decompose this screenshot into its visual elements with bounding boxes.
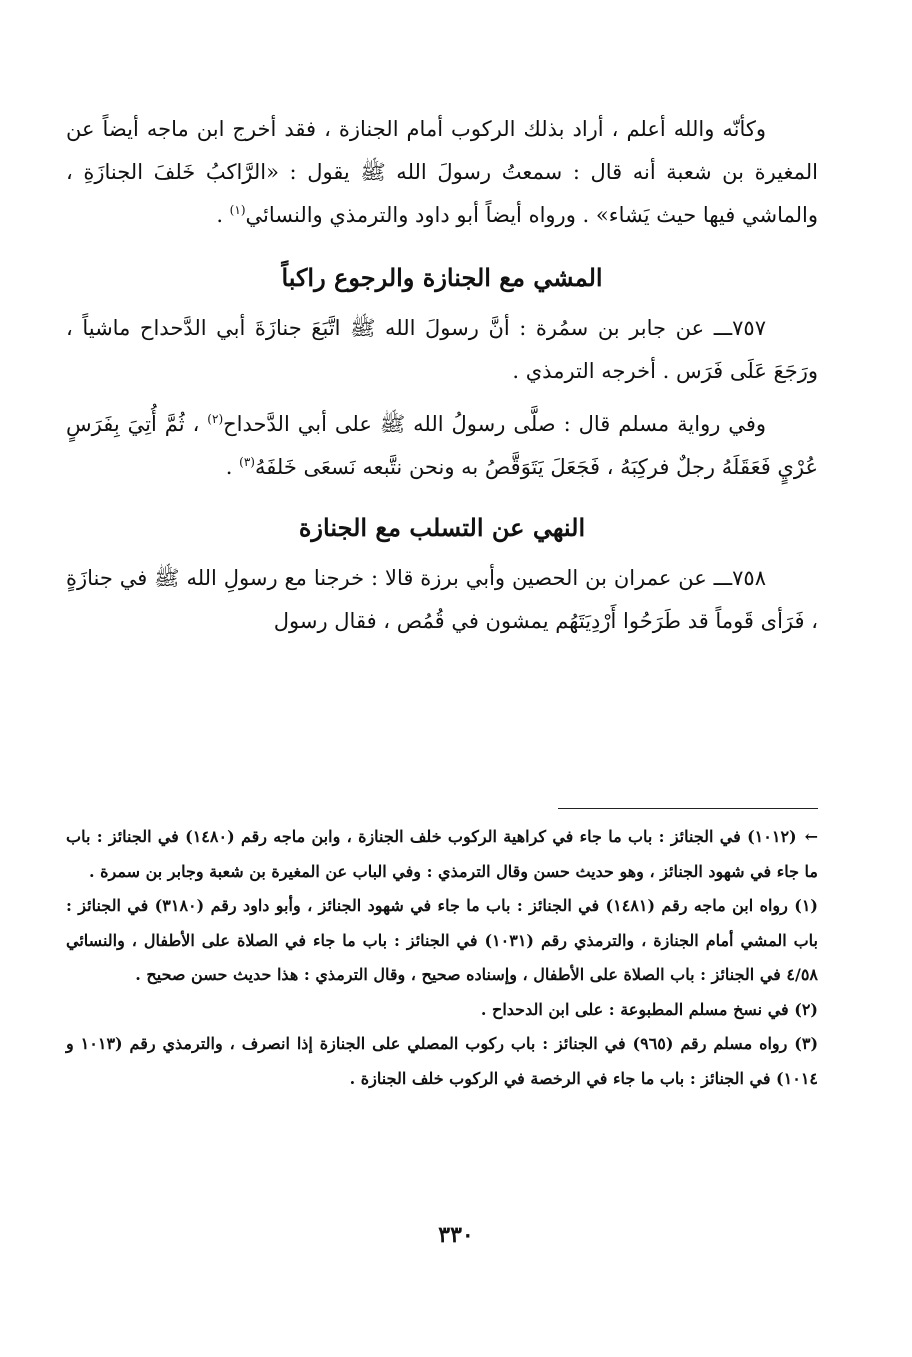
muslim-narration-text-b: ، ثُمَّ أُتِيَ بِفَرَسٍ عُرْيٍ فَعَقَلَهُ رجلٌ فركِبَهُ ، فَجَعَلَ يَتَوَقَّصُ به ونحن نتَّبعه نَسعَى خَلفَهُ — [66, 412, 818, 479]
section-heading-disrobing: النهي عن التسلب مع الجنازة — [298, 513, 586, 542]
footnote-2: (٢) في نسخ مسلم المطبوعة : على ابن الدحداح . — [480, 999, 818, 1019]
footnote-3: (٣) رواه مسلم رقم (٩٦٥) في الجنائز : باب ركوب المصلي على الجنازة إذا انصرف ، والترمذي رقم (١٠١٣ و ١٠١٤) في الجنائز : باب ما جاء في الرخصة في الركوب خلف الجنازة . — [66, 1034, 819, 1088]
intro-text: وكأنّه والله أعلم ، أراد بذلك الركوب أمام الجنازة ، فقد أخرج ابن ماجه أيضاً عن المغيرة بن شعبة أنه قال : سمعتُ رسولَ الله ﷺ يقول : «الرَّاكبُ خَلفَ الجنازَةِ ، والماشي فيها حيث يَشاء» . ورواه أيضاً أبو داود والترمذي والنسائي — [66, 117, 818, 227]
footnote-ref-1[interactable]: (١) — [229, 203, 246, 217]
footnote-continued-text: (١٠١٢) في الجنائز : باب ما جاء في كراهية الركوب خلف الجنازة ، وابن ماجه رقم (١٤٨٠) في الجنائز : باب ما جاء في شهود الجنائز ، وهو حديث حسن وقال الترمذي : وفي الباب عن المغيرة بن شعبة وجابر بن سمرة . — [66, 827, 818, 881]
hadith-758: ٧٥٨ـــ عن عمران بن الحصين وأبي برزة قالا : خرجنا مع رسولِ الله ﷺ في جنازَةٍ ، فَرَأى قَوماً قد طَرَحُوا أَرْدِيَتَهُم يمشون في قُمُص ، فقال رسول — [66, 566, 818, 633]
footnotes-section — [66, 820, 818, 1096]
intro-paragraph — [66, 108, 818, 237]
footnote-1: (١) رواه ابن ماجه رقم (١٤٨١) في الجنائز : باب ما جاء في شهود الجنائز ، وأبو داود رقم (٣١٨٠) في الجنائز : باب المشي أمام الجنازة ، والترمذي رقم (١٠٣١) في الجنائز : باب ما جاء في الصلاة على الأطفال ، والنسائي ٤/٥٨ في الجنائز : باب الصلاة على الأطفال ، وإسناده صحيح ، وقال الترمذي : هذا حديث حسن صحيح . — [66, 896, 818, 984]
arrow-left-icon: ← — [804, 827, 819, 846]
hadith-757: ٧٥٧ـــ عن جابر بن سمُرة : أنَّ رسولَ الله ﷺ اتَّبَعَ جنازَةَ أبي الدَّحداح ماشياً ، ورَجَعَ عَلَى فَرَس . أخرجه الترمذي . — [66, 316, 818, 383]
footnote-ref-3[interactable]: (٣) — [239, 455, 255, 469]
footnote-continued — [66, 820, 818, 889]
footnote-ref-2[interactable]: (٢) — [207, 412, 224, 426]
hadith-757-muslim-narration — [66, 403, 818, 489]
section-heading-walking-riding: المشي مع الجنازة والرجوع راكباً — [281, 263, 603, 292]
page-number: ٣٣٠ — [438, 1222, 474, 1248]
footnote-divider — [558, 808, 818, 809]
muslim-narration-end: . — [225, 455, 240, 479]
muslim-narration-text-a: وفي رواية مسلم قال : صلَّى رسولُ الله ﷺ على أبي الدَّحداح — [223, 412, 766, 436]
intro-end: . — [216, 203, 230, 227]
main-text — [66, 108, 818, 643]
